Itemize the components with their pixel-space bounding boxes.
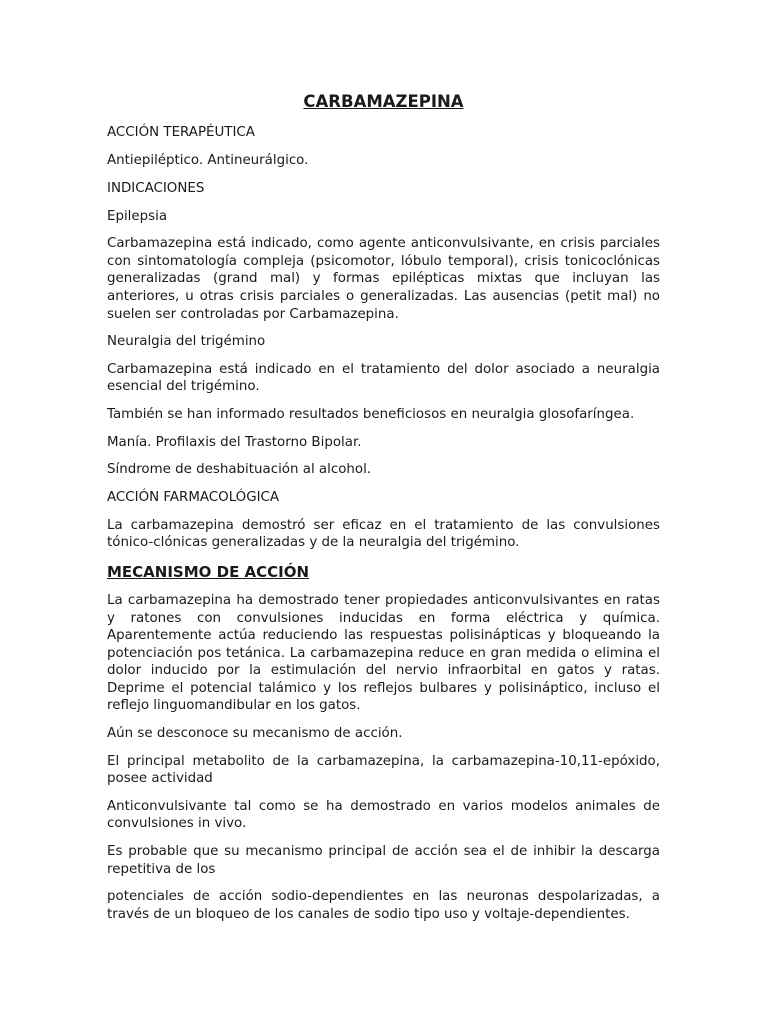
paragraph-epilepsia: Epilepsia — [107, 208, 168, 224]
heading-accion-terapeutica: ACCIÓN TERAPÉUTICA — [107, 125, 255, 140]
paragraph-neuralgia-detalle: Carbamazepina está indicado en el tratamiento del dolor asociado a neuralgia esencial del trigémino. — [107, 361, 660, 395]
heading-mecanismo-de-accion: MECANISMO DE ACCIÓN — [107, 562, 310, 581]
paragraph-sindrome: Síndrome de deshabituación al alcohol. — [107, 462, 372, 478]
paragraph-glosofaringea: También se han informado resultados beneficiosos en neuralgia glosofaríngea. — [107, 406, 635, 422]
document-blocks — [107, 124, 660, 923]
paragraph-potenciales: potenciales de acción sodio-dependientes en las neuronas despolarizadas, a través de un bloqueo de los canales de sodio tipo uso y voltaje-dependientes. — [107, 889, 660, 922]
paragraph-antiepileptico: Antiepiléptico. Antineurálgico. — [107, 153, 309, 168]
paragraph-mecanismo-detalle: La carbamazepina ha demostrado tener propiedades anticonvulsivantes en ratas y ratones con convulsiones inducidas en forma eléctrica y química. Aparentemente actúa reduciendo las respuestas polisinápticas y bloqueando la potenciación pos tetánica. La carbamazepina reduce en gran medida o elimina el dolor inducido por la estimulación del nervio infraorbital en gatos y ratas. Deprime el potencial talámico y los reflejos bulbares y polisináptico, incluso el reflejo linguomandibular en los gatos. — [107, 592, 660, 714]
paragraph-epilepsia-detalle: Carbamazepina está indicado, como agente anticonvulsivante, en crisis parciales con sintomatología compleja (psicomotor, lóbulo temporal), crisis tonicoclónicas generalizadas (grand mal) y formas epilépticas mixtas que incluyan las anteriores, u otras crisis parciales o generalizadas. Las ausencias (petit mal) no suelen ser controladas por Carbamazepina. — [107, 236, 660, 322]
document-body — [107, 92, 660, 933]
heading-accion-farmacologica: ACCIÓN FARMACOLÓGICA — [107, 489, 280, 505]
document-title: CARBAMAZEPINA — [303, 92, 464, 111]
heading-indicaciones: INDICACIONES — [107, 180, 205, 196]
paragraph-farmacologica-detalle: La carbamazepina demostró ser eficaz en el tratamiento de las convulsiones tónico-clónicas generalizadas y de la neuralgia del trigémino. — [107, 517, 660, 551]
paragraph-probable: Es probable que su mecanismo principal de acción sea el de inhibir la descarga repetitiva de los — [107, 844, 660, 877]
paragraph-neuralgia-trigemino: Neuralgia del trigémino — [107, 334, 266, 350]
paragraph-anticonvulsivante: Anticonvulsivante tal como se ha demostrado en varios modelos animales de convulsiones in vivo. — [107, 798, 660, 832]
paragraph-desconoce: Aún se desconoce su mecanismo de acción. — [107, 726, 403, 742]
paragraph-metabolito: El principal metabolito de la carbamazepina, la carbamazepina-10,11-epóxido, posee actividad — [107, 753, 660, 787]
paragraph-mania: Manía. Profilaxis del Trastorno Bipolar. — [107, 434, 362, 450]
